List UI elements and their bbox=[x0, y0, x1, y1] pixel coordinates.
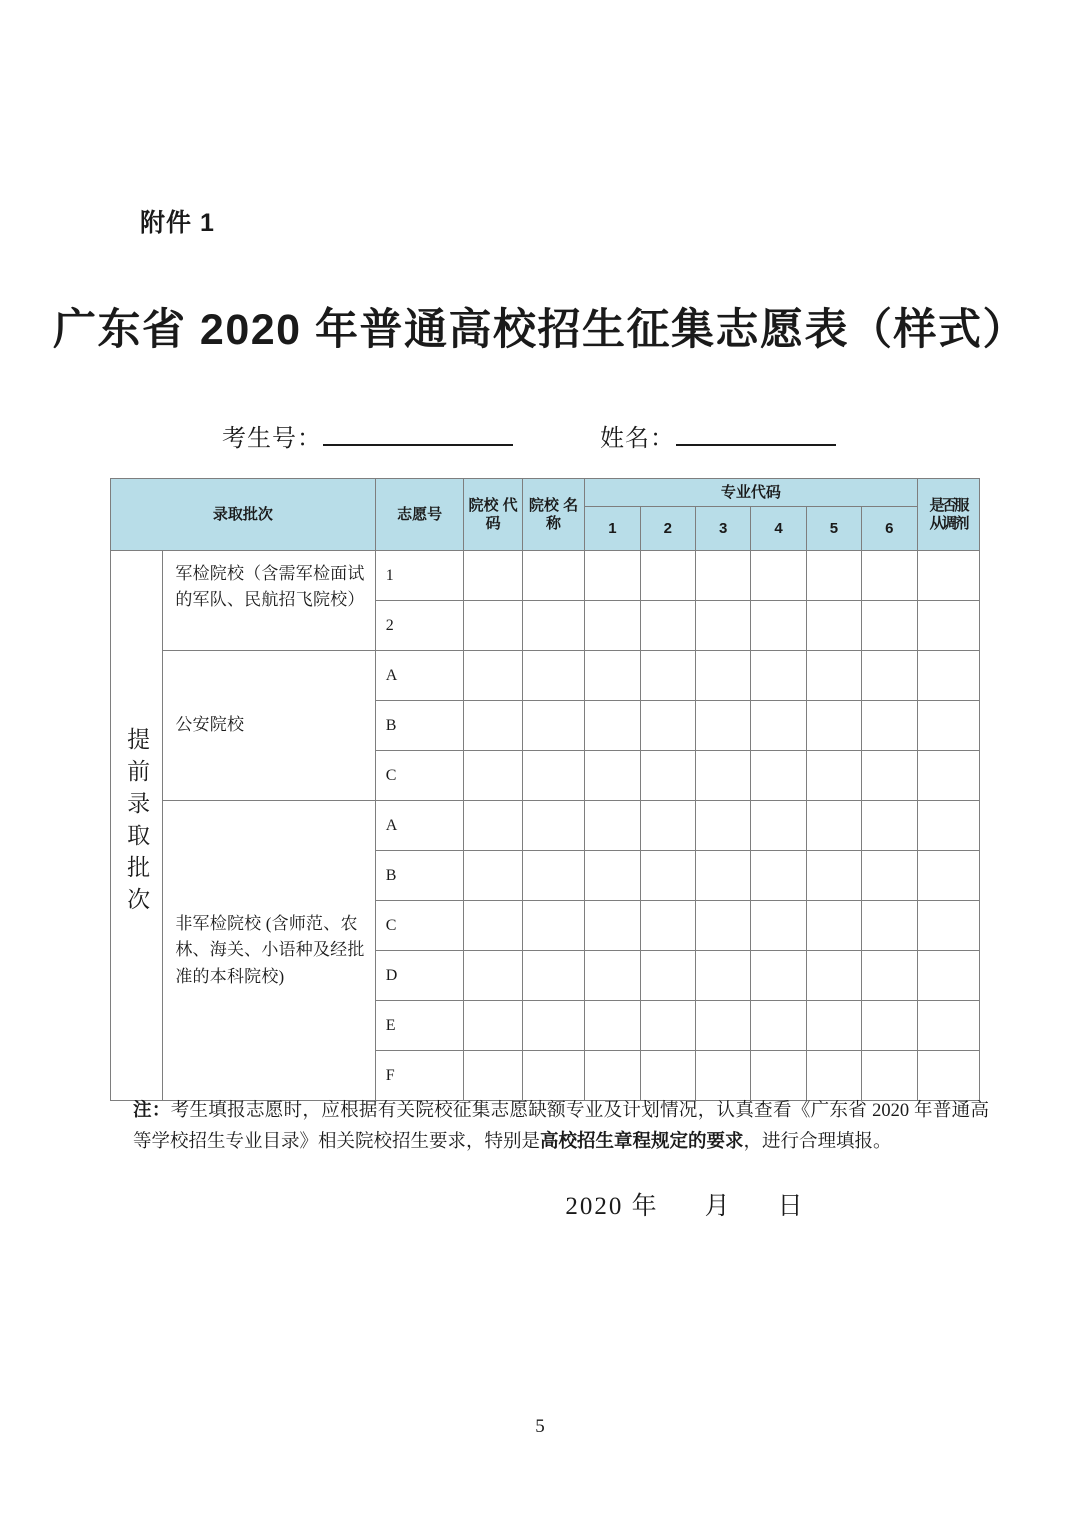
major-code-input-3[interactable] bbox=[695, 751, 750, 801]
header-obey-adjustment-line1: 是否服 bbox=[929, 496, 968, 514]
volunteer-no-cell: F bbox=[375, 1051, 464, 1101]
examinee-number-field bbox=[222, 418, 513, 453]
major-code-input-6[interactable] bbox=[862, 801, 917, 851]
major-code-input-1[interactable] bbox=[585, 851, 640, 901]
header-school-code-line1: 院校 bbox=[468, 496, 499, 514]
obey-adjustment-input[interactable] bbox=[917, 801, 979, 851]
header-major-2: 2 bbox=[640, 507, 695, 551]
school-code-input[interactable] bbox=[464, 1001, 522, 1051]
major-code-input-2[interactable] bbox=[640, 1001, 695, 1051]
volunteer-no-cell: E bbox=[375, 1001, 464, 1051]
major-code-input-5[interactable] bbox=[806, 751, 861, 801]
major-code-input-4[interactable] bbox=[751, 901, 806, 951]
group-name-police: 公安院校 bbox=[163, 651, 375, 801]
header-school-name-line1: 院校 bbox=[528, 496, 559, 514]
note-emphasis: 高校招生章程规定的要求 bbox=[540, 1131, 744, 1152]
volunteer-no-cell: D bbox=[375, 951, 464, 1001]
table-row bbox=[111, 551, 980, 601]
school-name-input[interactable] bbox=[522, 951, 584, 1001]
date-day: 日 bbox=[777, 1193, 805, 1220]
obey-adjustment-input[interactable] bbox=[917, 951, 979, 1001]
header-major-3: 3 bbox=[695, 507, 750, 551]
major-code-input-2[interactable] bbox=[640, 651, 695, 701]
major-code-input-5[interactable] bbox=[806, 901, 861, 951]
table-note bbox=[133, 1096, 989, 1157]
major-code-input-1[interactable] bbox=[585, 801, 640, 851]
major-code-input-4[interactable] bbox=[751, 851, 806, 901]
page-number: 5 bbox=[535, 1416, 545, 1437]
major-code-input-1[interactable] bbox=[585, 701, 640, 751]
major-code-input-4[interactable] bbox=[751, 801, 806, 851]
major-code-input-2[interactable] bbox=[640, 801, 695, 851]
header-volunteer-no: 志愿号 bbox=[375, 479, 464, 551]
header-obey-adjustment-line2: 从调剂 bbox=[929, 514, 968, 532]
major-code-input-3[interactable] bbox=[695, 601, 750, 651]
name-label: 姓名： bbox=[600, 426, 675, 452]
obey-adjustment-input[interactable] bbox=[917, 1001, 979, 1051]
major-code-input-2[interactable] bbox=[640, 701, 695, 751]
volunteer-no-cell: 2 bbox=[375, 601, 464, 651]
volunteer-no-cell: B bbox=[375, 701, 464, 751]
major-code-input-6[interactable] bbox=[862, 651, 917, 701]
major-code-input-4[interactable] bbox=[751, 1001, 806, 1051]
school-name-input[interactable] bbox=[522, 901, 584, 951]
major-code-input-4[interactable] bbox=[751, 751, 806, 801]
school-name-input[interactable] bbox=[522, 751, 584, 801]
major-code-input-3[interactable] bbox=[695, 651, 750, 701]
note-text-part2: ，进行合理填报。 bbox=[743, 1131, 892, 1152]
examinee-number-label: 考生号： bbox=[222, 426, 322, 452]
major-code-input-6[interactable] bbox=[862, 1001, 917, 1051]
major-code-input-4[interactable] bbox=[751, 651, 806, 701]
header-major-1: 1 bbox=[585, 507, 640, 551]
header-school-code-line2: 代码 bbox=[485, 496, 518, 532]
school-name-input[interactable] bbox=[522, 601, 584, 651]
note-text-part1: 考生填报志愿时，应根据有关院校征集志愿缺额专业及计划情况，认真查看《广东省 2020 年普通高等学校招生专业目录》相关院校招生要求，特别是 bbox=[133, 1101, 989, 1152]
header-school-name-line2: 名称 bbox=[545, 496, 579, 532]
school-code-input[interactable] bbox=[464, 1051, 522, 1101]
group-name-non-military: 非军检院校 (含师范、农林、海关、小语种及经批准的本科院校) bbox=[163, 801, 375, 1101]
major-code-input-5[interactable] bbox=[806, 851, 861, 901]
school-code-input[interactable] bbox=[464, 801, 522, 851]
major-code-input-6[interactable] bbox=[862, 851, 917, 901]
school-code-input[interactable] bbox=[464, 901, 522, 951]
obey-adjustment-input[interactable] bbox=[917, 651, 979, 701]
school-code-input[interactable] bbox=[464, 551, 522, 601]
major-code-input-6[interactable] bbox=[862, 551, 917, 601]
obey-adjustment-input[interactable] bbox=[917, 551, 979, 601]
major-code-input-3[interactable] bbox=[695, 1051, 750, 1101]
header-major-code-group: 专业代码 bbox=[585, 479, 917, 507]
major-code-input-2[interactable] bbox=[640, 951, 695, 1001]
major-code-input-6[interactable] bbox=[862, 701, 917, 751]
volunteer-no-cell: A bbox=[375, 651, 464, 701]
major-code-input-3[interactable] bbox=[695, 801, 750, 851]
header-major-5: 5 bbox=[806, 507, 861, 551]
school-name-input[interactable] bbox=[522, 701, 584, 751]
school-name-input[interactable] bbox=[522, 801, 584, 851]
volunteer-no-cell: B bbox=[375, 851, 464, 901]
obey-adjustment-input[interactable] bbox=[917, 701, 979, 751]
major-code-input-5[interactable] bbox=[806, 701, 861, 751]
major-code-input-5[interactable] bbox=[806, 951, 861, 1001]
obey-adjustment-input[interactable] bbox=[917, 1051, 979, 1101]
school-code-input[interactable] bbox=[464, 751, 522, 801]
volunteer-no-cell: C bbox=[375, 901, 464, 951]
school-name-input[interactable] bbox=[522, 851, 584, 901]
major-code-input-3[interactable] bbox=[695, 951, 750, 1001]
major-code-input-5[interactable] bbox=[806, 1051, 861, 1101]
obey-adjustment-input[interactable] bbox=[917, 851, 979, 901]
batch-label-vertical: 提前录取批次 bbox=[124, 727, 150, 919]
table-row bbox=[111, 651, 980, 701]
major-code-input-3[interactable] bbox=[695, 901, 750, 951]
header-obey-adjustment bbox=[917, 479, 979, 551]
major-code-input-2[interactable] bbox=[640, 751, 695, 801]
major-code-input-6[interactable] bbox=[862, 901, 917, 951]
major-code-input-1[interactable] bbox=[585, 751, 640, 801]
school-code-input[interactable] bbox=[464, 851, 522, 901]
major-code-input-2[interactable] bbox=[640, 601, 695, 651]
volunteer-no-cell: C bbox=[375, 751, 464, 801]
volunteer-no-cell: 1 bbox=[375, 551, 464, 601]
volunteer-no-cell: A bbox=[375, 801, 464, 851]
major-code-input-4[interactable] bbox=[751, 951, 806, 1001]
obey-adjustment-input[interactable] bbox=[917, 751, 979, 801]
batch-label-cell bbox=[111, 551, 163, 1101]
major-code-input-3[interactable] bbox=[695, 1001, 750, 1051]
major-code-input-3[interactable] bbox=[695, 701, 750, 751]
header-major-6: 6 bbox=[862, 507, 917, 551]
major-code-input-5[interactable] bbox=[806, 601, 861, 651]
major-code-input-6[interactable] bbox=[862, 601, 917, 651]
table-header-row-top bbox=[111, 479, 980, 507]
header-batch: 录取批次 bbox=[111, 479, 376, 551]
major-code-input-1[interactable] bbox=[585, 551, 640, 601]
major-code-input-6[interactable] bbox=[862, 1051, 917, 1101]
volunteer-table bbox=[110, 478, 980, 1101]
page-title: 广东省 2020 年普通高校招生征集志愿表（样式） bbox=[52, 306, 1028, 354]
school-code-input[interactable] bbox=[464, 951, 522, 1001]
note-prefix: 注： bbox=[133, 1101, 171, 1121]
major-code-input-1[interactable] bbox=[585, 951, 640, 1001]
major-code-input-5[interactable] bbox=[806, 801, 861, 851]
header-school-code bbox=[464, 479, 522, 551]
name-input[interactable] bbox=[676, 422, 836, 446]
major-code-input-4[interactable] bbox=[751, 601, 806, 651]
major-code-input-5[interactable] bbox=[806, 1001, 861, 1051]
major-code-input-5[interactable] bbox=[806, 651, 861, 701]
major-code-input-2[interactable] bbox=[640, 901, 695, 951]
major-code-input-1[interactable] bbox=[585, 901, 640, 951]
school-name-input[interactable] bbox=[522, 551, 584, 601]
major-code-input-6[interactable] bbox=[862, 951, 917, 1001]
major-code-input-1[interactable] bbox=[585, 651, 640, 701]
school-name-input[interactable] bbox=[522, 1001, 584, 1051]
major-code-input-2[interactable] bbox=[640, 551, 695, 601]
major-code-input-4[interactable] bbox=[751, 1051, 806, 1101]
major-code-input-2[interactable] bbox=[640, 851, 695, 901]
major-code-input-3[interactable] bbox=[695, 851, 750, 901]
examinee-number-input[interactable] bbox=[323, 422, 513, 446]
date-month: 月 bbox=[704, 1193, 732, 1220]
header-school-name bbox=[522, 479, 584, 551]
attachment-label: 附件 1 bbox=[140, 209, 215, 237]
school-name-input[interactable] bbox=[522, 651, 584, 701]
major-code-input-4[interactable] bbox=[751, 551, 806, 601]
signature-date-line bbox=[0, 1186, 1080, 1222]
obey-adjustment-input[interactable] bbox=[917, 601, 979, 651]
candidate-info-line bbox=[222, 418, 982, 452]
major-code-input-1[interactable] bbox=[585, 1051, 640, 1101]
school-code-input[interactable] bbox=[464, 651, 522, 701]
group-name-military: 军检院校（含需军检面试的军队、民航招飞院校） bbox=[163, 551, 375, 651]
major-code-input-5[interactable] bbox=[806, 551, 861, 601]
obey-adjustment-input[interactable] bbox=[917, 901, 979, 951]
school-code-input[interactable] bbox=[464, 601, 522, 651]
school-name-input[interactable] bbox=[522, 1051, 584, 1101]
header-major-4: 4 bbox=[751, 507, 806, 551]
table-row bbox=[111, 801, 980, 851]
major-code-input-1[interactable] bbox=[585, 601, 640, 651]
major-code-input-1[interactable] bbox=[585, 1001, 640, 1051]
major-code-input-6[interactable] bbox=[862, 751, 917, 801]
name-field bbox=[600, 418, 836, 453]
school-code-input[interactable] bbox=[464, 701, 522, 751]
major-code-input-4[interactable] bbox=[751, 701, 806, 751]
major-code-input-3[interactable] bbox=[695, 551, 750, 601]
date-year: 2020 年 bbox=[565, 1193, 659, 1220]
major-code-input-2[interactable] bbox=[640, 1051, 695, 1101]
